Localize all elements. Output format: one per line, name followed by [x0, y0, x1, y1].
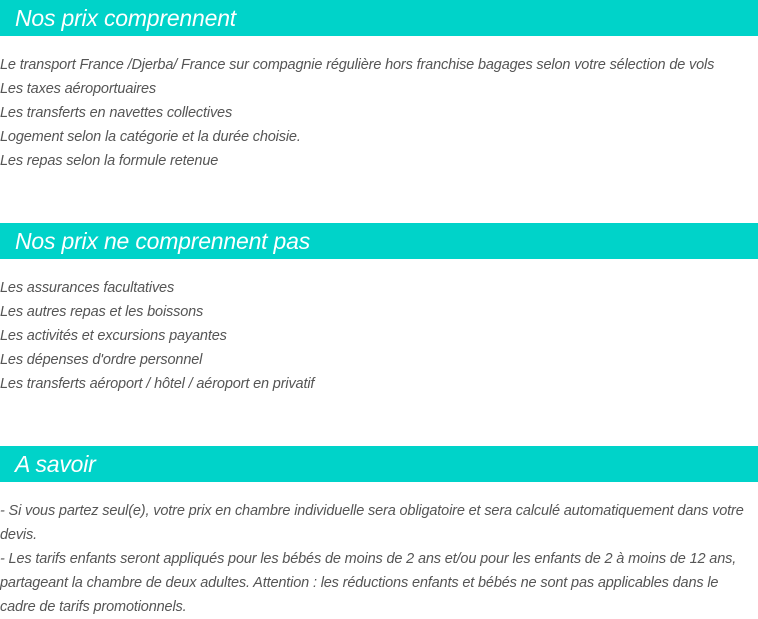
not-included-item: Les assurances facultatives — [0, 280, 175, 296]
included-item: Les taxes aéroportuaires — [0, 81, 156, 97]
included-item: Le transport France /Djerba/ France sur compagnie régulière hors franchise bagages selon votre sélection de vols — [0, 57, 715, 73]
section-title-not-included: Nos prix ne comprennent pas — [15, 228, 311, 254]
section-header-not-included — [0, 223, 758, 259]
included-item: Les repas selon la formule retenue — [0, 153, 219, 169]
section-title-included: Nos prix comprennent — [15, 5, 236, 31]
good-to-know-paragraph: - Si vous partez seul(e), votre prix en chambre individuelle sera obligatoire et sera calculé automatiquement dans votre devis. — [0, 503, 744, 543]
included-item: Les transferts en navettes collectives — [0, 105, 233, 121]
not-included-list — [0, 276, 314, 396]
not-included-item: Les autres repas et les boissons — [0, 304, 204, 320]
good-to-know-paragraph: - Les tarifs enfants seront appliqués pour les bébés de moins de 2 ans et/ou pour les enfants de 2 à moins de 12 ans, partageant la chambre de deux adultes. Attention : les réductions enfants et bébés ne sont pas applicables dans le cadre de tarifs promotionnels. — [0, 551, 737, 615]
section-header-good-to-know — [0, 446, 758, 482]
section-title-good-to-know: A savoir — [15, 451, 96, 477]
not-included-item: Les transferts aéroport / hôtel / aéroport en privatif — [0, 376, 315, 392]
not-included-item: Les activités et excursions payantes — [0, 328, 227, 344]
not-included-item: Les dépenses d'ordre personnel — [0, 352, 203, 368]
included-list — [0, 53, 714, 173]
included-item: Logement selon la catégorie et la durée choisie. — [0, 129, 301, 145]
good-to-know-body — [0, 499, 752, 619]
section-header-included — [0, 0, 758, 36]
